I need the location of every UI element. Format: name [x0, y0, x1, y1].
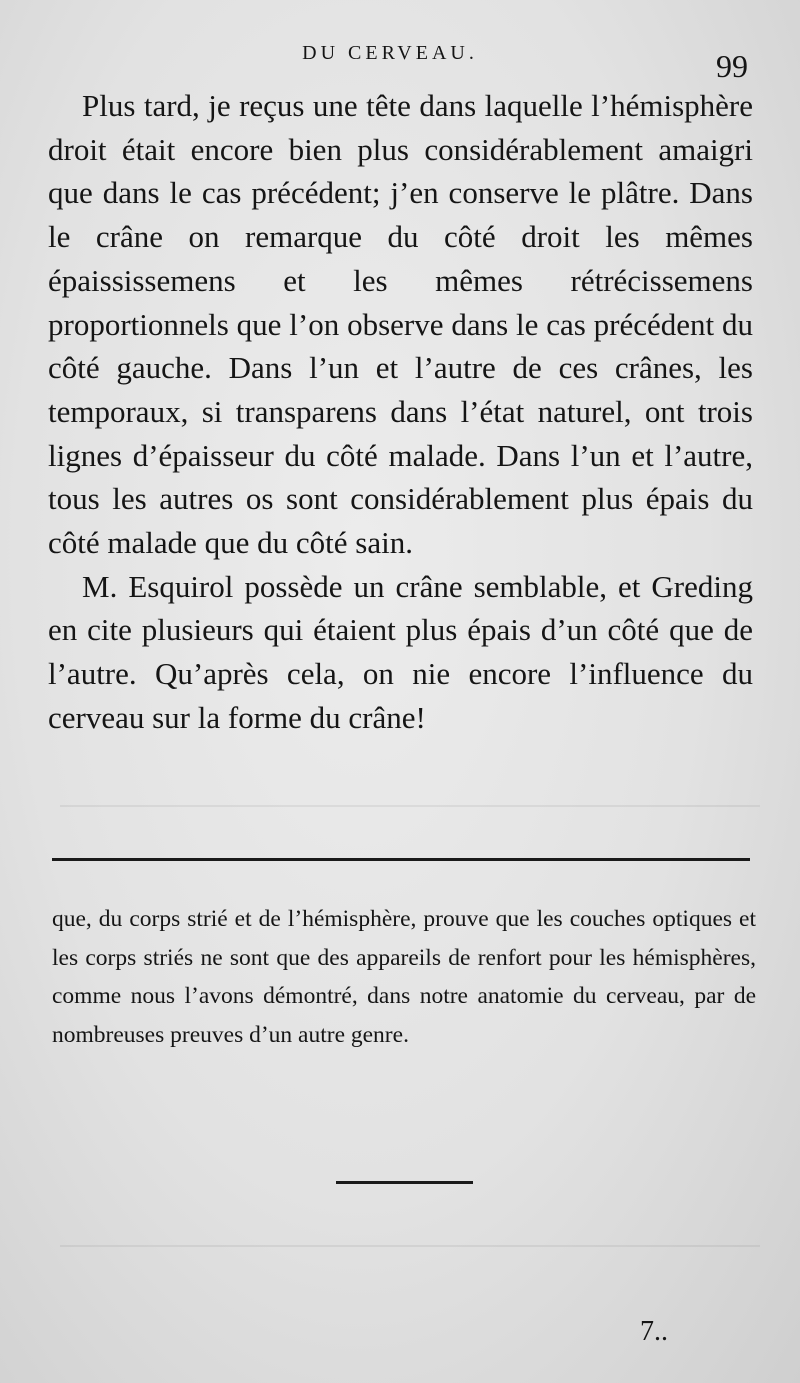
end-rule — [336, 1181, 473, 1184]
footnote-text: que, du corps strié et de l’hémisphère, prouve que les couches optiques et les corps striés ne sont que des appareils de renfort pour les hémisphères, comme nous l’avons démontré, dans notre anatomie du cerveau, par de nombreuses preuves d’un autre genre. — [52, 906, 756, 1048]
footnote — [52, 900, 756, 1054]
paragraph: Plus tard, je reçus une tête dans laquelle l’hémisphère droit était encore bien plus considérablement amaigri que dans le cas précédent; j’en conserve le plâtre. Dans le crâne on remarque du côté droit les mêmes épaississemens et les mêmes rétrécissemens proportionnels que l’on observe dans le cas précédent du côté gauche. Dans l’un et l’autre de ces crânes, les temporaux, si transparens dans l’état naturel, ont trois lignes d’épaisseur du côté malade. Dans l’un et l’autre, tous les autres os sont considérablement plus épais du côté malade que du côté sain. — [48, 88, 753, 561]
paragraph: M. Esquirol possède un crâne semblable, et Greding en cite plusieurs qui étaient plus épais d’un côté que de l’autre. Qu’après cela, on nie encore l’influence du cerveau sur la forme du crâne! — [48, 568, 753, 735]
bleed-through-shadow — [60, 1245, 760, 1247]
main-text — [48, 84, 753, 740]
page-number: 99 — [716, 48, 748, 84]
footnote-separator — [52, 858, 750, 861]
signature-mark: 7.. — [640, 1316, 668, 1347]
bleed-through-shadow — [60, 805, 760, 807]
running-head: DU CERVEAU. — [302, 42, 478, 64]
